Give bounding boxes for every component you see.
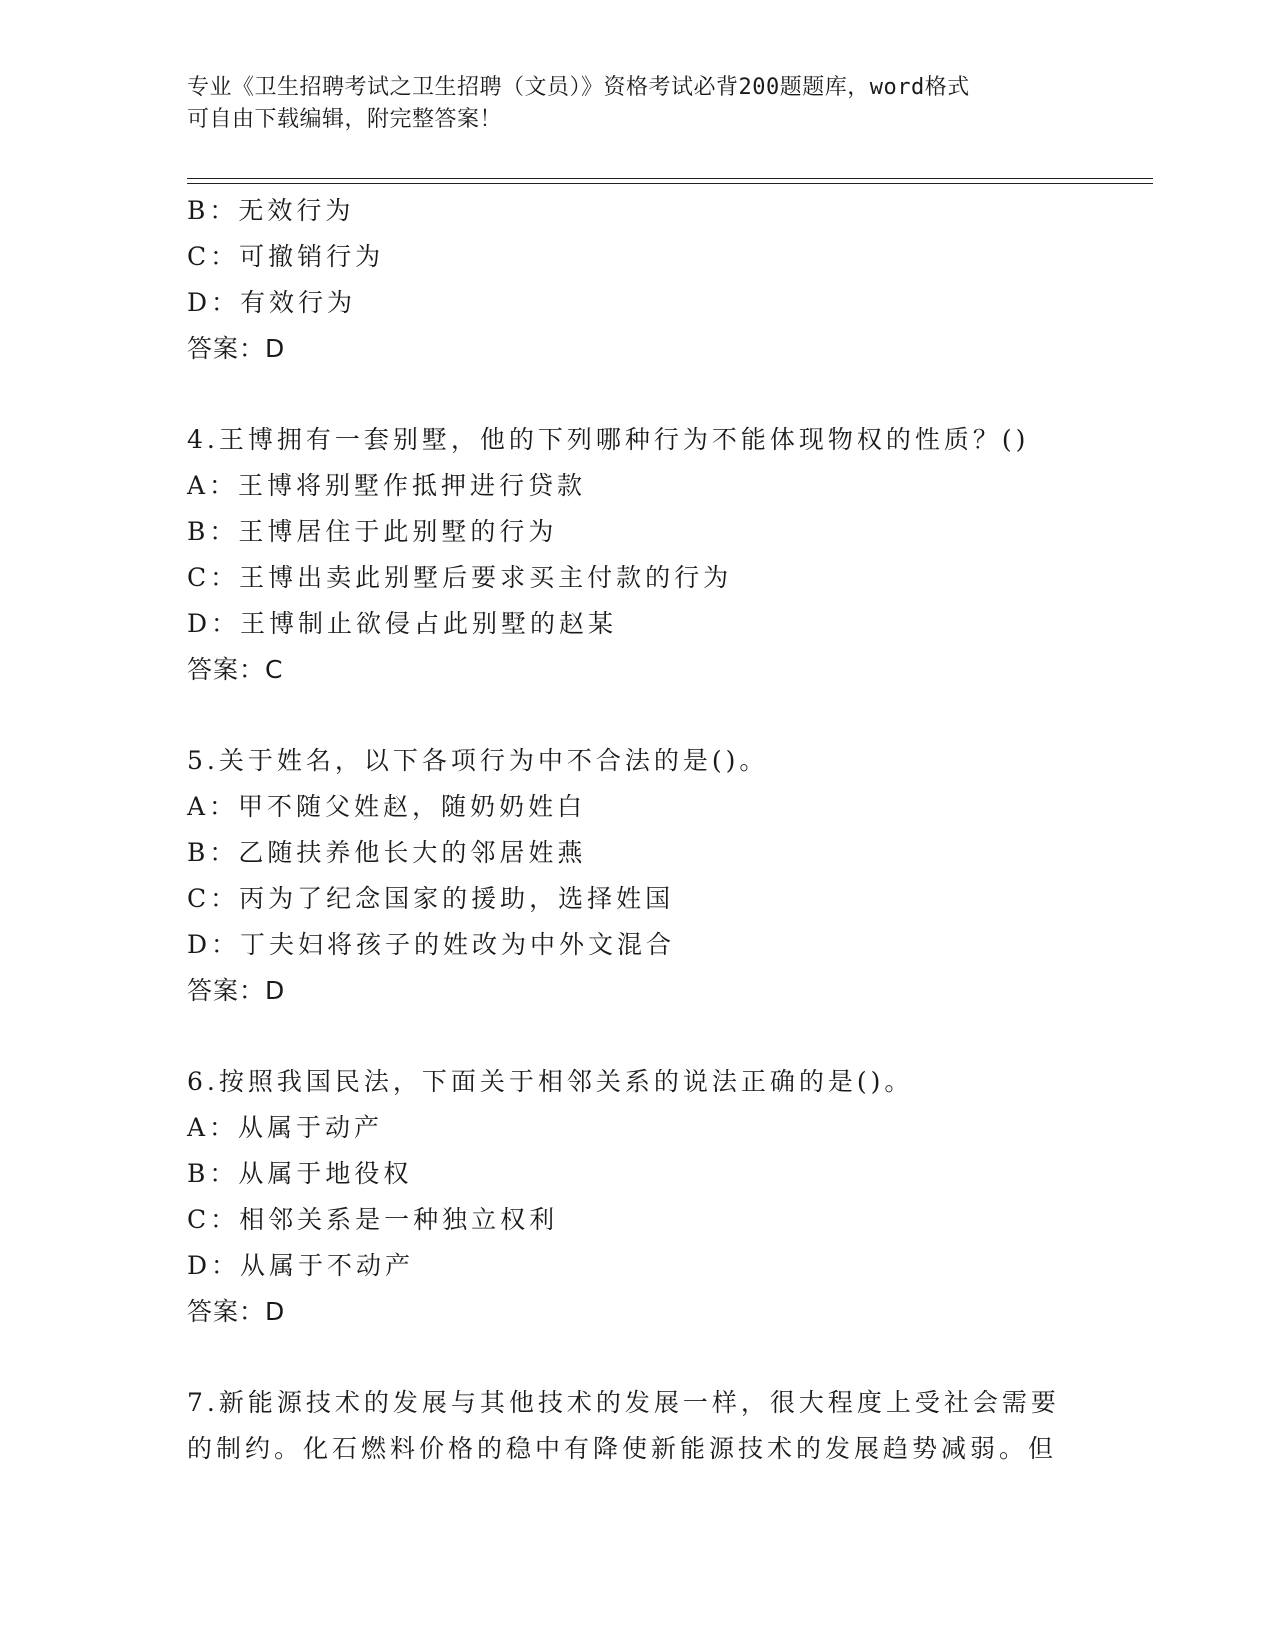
option-b: B：从属于地役权 <box>187 1159 413 1188</box>
answer-line: 答案：D <box>187 334 286 363</box>
option-a: A：王博将别墅作抵押进行贷款 <box>187 471 587 500</box>
answer-line: 答案：D <box>187 976 286 1005</box>
question-stem-line-2: 的制约。化石燃料价格的稳中有降使新能源技术的发展趋势减弱。但 <box>187 1434 1058 1463</box>
option-b: B：王博居住于此别墅的行为 <box>187 517 558 546</box>
option-d: D：有效行为 <box>187 288 357 317</box>
option-a: A：甲不随父姓赵，随奶奶姓白 <box>187 792 587 821</box>
option-b: B：无效行为 <box>187 196 355 225</box>
question-stem: 5.关于姓名，以下各项行为中不合法的是()。 <box>187 746 769 775</box>
question-stem: 4.王博拥有一套别墅，他的下列哪种行为不能体现物权的性质？() <box>187 425 1030 454</box>
header-divider-bottom <box>187 183 1153 184</box>
question-3 <box>187 188 1087 372</box>
option-d: D：丁夫妇将孩子的姓改为中外文混合 <box>187 930 676 959</box>
option-d: D：从属于不动产 <box>187 1251 415 1280</box>
document-header <box>187 72 1067 136</box>
header-divider-top <box>187 178 1153 179</box>
question-5 <box>187 738 1087 1014</box>
question-7 <box>187 1380 1087 1472</box>
option-b: B：乙随扶养他长大的邻居姓燕 <box>187 838 587 867</box>
question-6 <box>187 1059 1087 1335</box>
answer-line: 答案：C <box>187 655 284 684</box>
option-c: C：可撤销行为 <box>187 242 385 271</box>
option-a: A：从属于动产 <box>187 1113 384 1142</box>
option-c: C：王博出卖此别墅后要求买主付款的行为 <box>187 563 733 592</box>
option-c: C：丙为了纪念国家的援助，选择姓国 <box>187 884 675 913</box>
header-line-2: 可自由下载编辑，附完整答案！ <box>187 107 503 132</box>
answer-line: 答案：D <box>187 1297 286 1326</box>
question-list <box>187 188 1087 1472</box>
question-stem: 6.按照我国民法，下面关于相邻关系的说法正确的是()。 <box>187 1067 914 1096</box>
question-stem-line-1: 7.新能源技术的发展与其他技术的发展一样，很大程度上受社会需要 <box>187 1388 1060 1417</box>
option-d: D：王博制止欲侵占此别墅的赵某 <box>187 609 618 638</box>
header-line-1: 专业《卫生招聘考试之卫生招聘（文员）》资格考试必背200题题库，word格式 <box>187 75 970 100</box>
option-c: C：相邻关系是一种独立权利 <box>187 1205 559 1234</box>
question-4 <box>187 417 1087 693</box>
